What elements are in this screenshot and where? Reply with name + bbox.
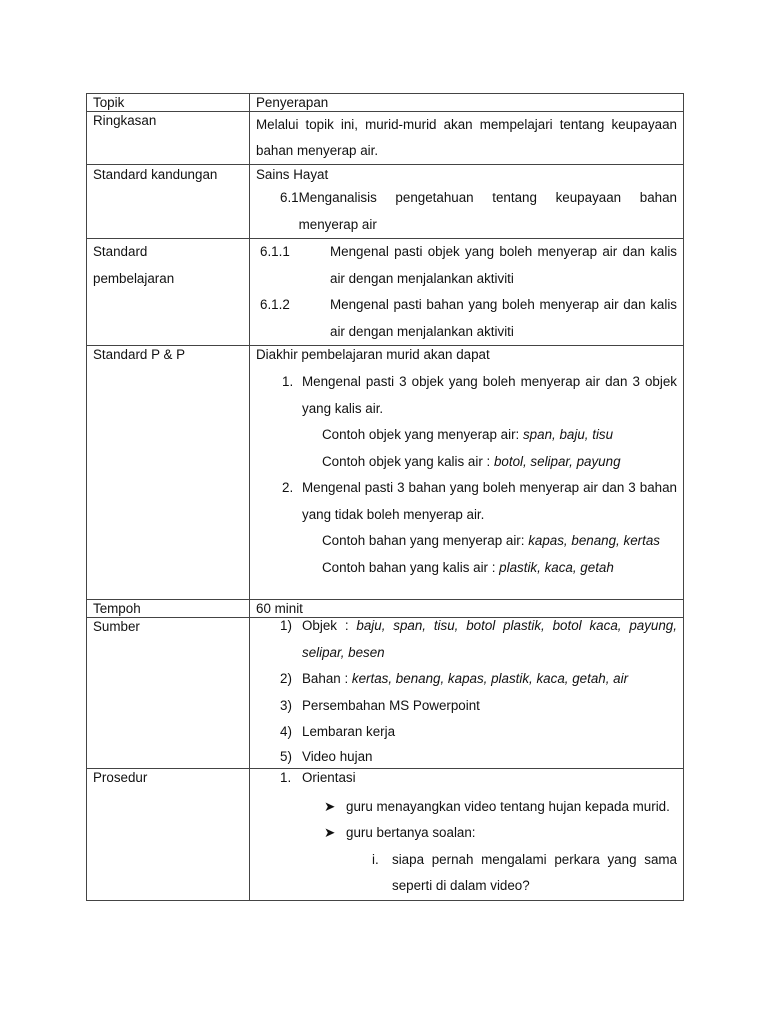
pembelajaran-item — [256, 292, 677, 345]
label-standard-pp: Standard P & P — [87, 346, 250, 600]
pembelajaran-item — [256, 239, 677, 292]
sumber-value: baju, span, tisu, botol plastik, botol kaca, payung, selipar, besen — [302, 618, 677, 660]
sumber-lead: Video hujan — [302, 748, 373, 764]
sumber-lead: Lembaran kerja — [302, 724, 396, 739]
prosedur-bullet-text: guru bertanya soalan: — [346, 825, 476, 840]
prosedur-bullet — [256, 820, 677, 847]
arrow-bullet-icon: ➤ — [324, 825, 336, 840]
sumber-item — [256, 746, 677, 768]
pp-intro: Diakhir pembelajaran murid akan dapat — [256, 347, 490, 362]
prosedur-bullet — [256, 794, 677, 821]
label-ringkasan: Ringkasan — [87, 112, 250, 165]
pp-example — [256, 422, 677, 449]
label-sumber: Sumber — [87, 618, 250, 769]
value-prosedur — [250, 768, 684, 900]
label-prosedur: Prosedur — [87, 768, 250, 900]
sumber-lead: Objek : — [302, 618, 357, 633]
pp-example-value: kapas, benang, kertas — [528, 533, 660, 548]
row-standard-pp — [87, 346, 684, 600]
pp-example-value: plastik, kaca, getah — [499, 559, 614, 575]
sumber-value: kertas, benang, kapas, plastik, kaca, getah, air — [351, 671, 629, 686]
value-sumber — [250, 618, 684, 769]
kandungan-item — [256, 185, 677, 238]
pembelajaran-text: Mengenal pasti objek yang boleh menyerap air dan kalis air dengan menjalankan aktiviti — [330, 244, 677, 286]
prosedur-bullet-text: guru menayangkan video tentang hujan kepada murid. — [346, 798, 670, 814]
kandungan-code: 6.1 — [280, 190, 299, 205]
prosedur-step-num: 1. — [280, 769, 292, 785]
lesson-plan-table — [86, 93, 684, 901]
pp-item — [256, 369, 677, 422]
prosedur-step — [256, 769, 677, 786]
sumber-lead: Persembahan MS Powerpoint — [302, 697, 480, 713]
sumber-item — [256, 719, 677, 746]
pembelajaran-code: 6.1.1 — [260, 244, 290, 259]
pp-item-num: 1. — [282, 374, 294, 389]
pp-example-label: Contoh objek yang kalis air : — [322, 453, 494, 469]
pp-item — [256, 475, 677, 528]
pp-item-text: Mengenal pasti 3 bahan yang boleh menyerap air dan 3 bahan yang tidak boleh menyerap air. — [302, 480, 677, 522]
row-prosedur — [87, 768, 684, 900]
pembelajaran-code: 6.1.2 — [260, 297, 290, 312]
pp-example-value: botol, selipar, payung — [493, 453, 621, 469]
pp-example-label: Contoh objek yang menyerap air: — [322, 427, 523, 442]
value-ringkasan: Melalui topik ini, murid-murid akan mempelajari tentang keupayaan bahan menyerap air. — [250, 112, 684, 165]
label-standard-kandungan: Standard kandungan — [87, 165, 250, 239]
pp-example — [256, 528, 677, 555]
row-topik — [87, 94, 684, 112]
sumber-item — [256, 666, 677, 693]
sumber-num: 1) — [280, 618, 292, 633]
sumber-num: 4) — [280, 724, 292, 739]
sumber-item — [256, 693, 677, 720]
pp-example-value: span, baju, tisu — [522, 427, 614, 442]
pp-example-label: Contoh bahan yang kalis air : — [322, 559, 500, 575]
pp-example — [256, 449, 677, 476]
pp-example-label: Contoh bahan yang menyerap air: — [322, 533, 529, 548]
label-tempoh: Tempoh — [87, 600, 250, 618]
pp-example — [256, 555, 677, 582]
sumber-lead: Bahan : — [302, 671, 352, 686]
pembelajaran-text: Mengenal pasti bahan yang boleh menyerap air dan kalis air dengan menjalankan aktiviti — [330, 297, 677, 339]
label-standard-pembelajaran: Standard pembelajaran — [87, 239, 250, 346]
row-sumber — [87, 618, 684, 769]
value-topik: Penyerapan — [250, 94, 684, 112]
pp-item-text: Mengenal pasti 3 objek yang boleh menyerap air dan 3 objek yang kalis air. — [302, 374, 677, 416]
sumber-item — [256, 613, 677, 666]
row-standard-pembelajaran — [87, 239, 684, 346]
row-standard-kandungan — [87, 165, 684, 239]
pp-item-num: 2. — [282, 480, 294, 495]
label-topik: Topik — [87, 94, 250, 112]
sumber-num: 3) — [280, 697, 292, 713]
prosedur-question — [256, 847, 677, 900]
kandungan-heading: Sains Hayat — [256, 167, 329, 182]
value-tempoh: 60 minit — [250, 600, 684, 618]
kandungan-text: Menganalisis pengetahuan tentang keupayaan bahan menyerap air — [298, 190, 677, 232]
value-standard-pembelajaran — [250, 239, 684, 346]
arrow-bullet-icon: ➤ — [324, 798, 336, 814]
prosedur-question-num: i. — [372, 851, 379, 867]
sumber-num: 5) — [280, 748, 292, 764]
value-standard-kandungan — [250, 165, 684, 239]
prosedur-step-title: Orientasi — [302, 769, 356, 785]
prosedur-question-text: siapa pernah mengalami perkara yang sama seperti di dalam video? — [392, 851, 677, 893]
row-ringkasan — [87, 112, 684, 165]
value-standard-pp — [250, 346, 684, 600]
sumber-num: 2) — [280, 671, 292, 686]
